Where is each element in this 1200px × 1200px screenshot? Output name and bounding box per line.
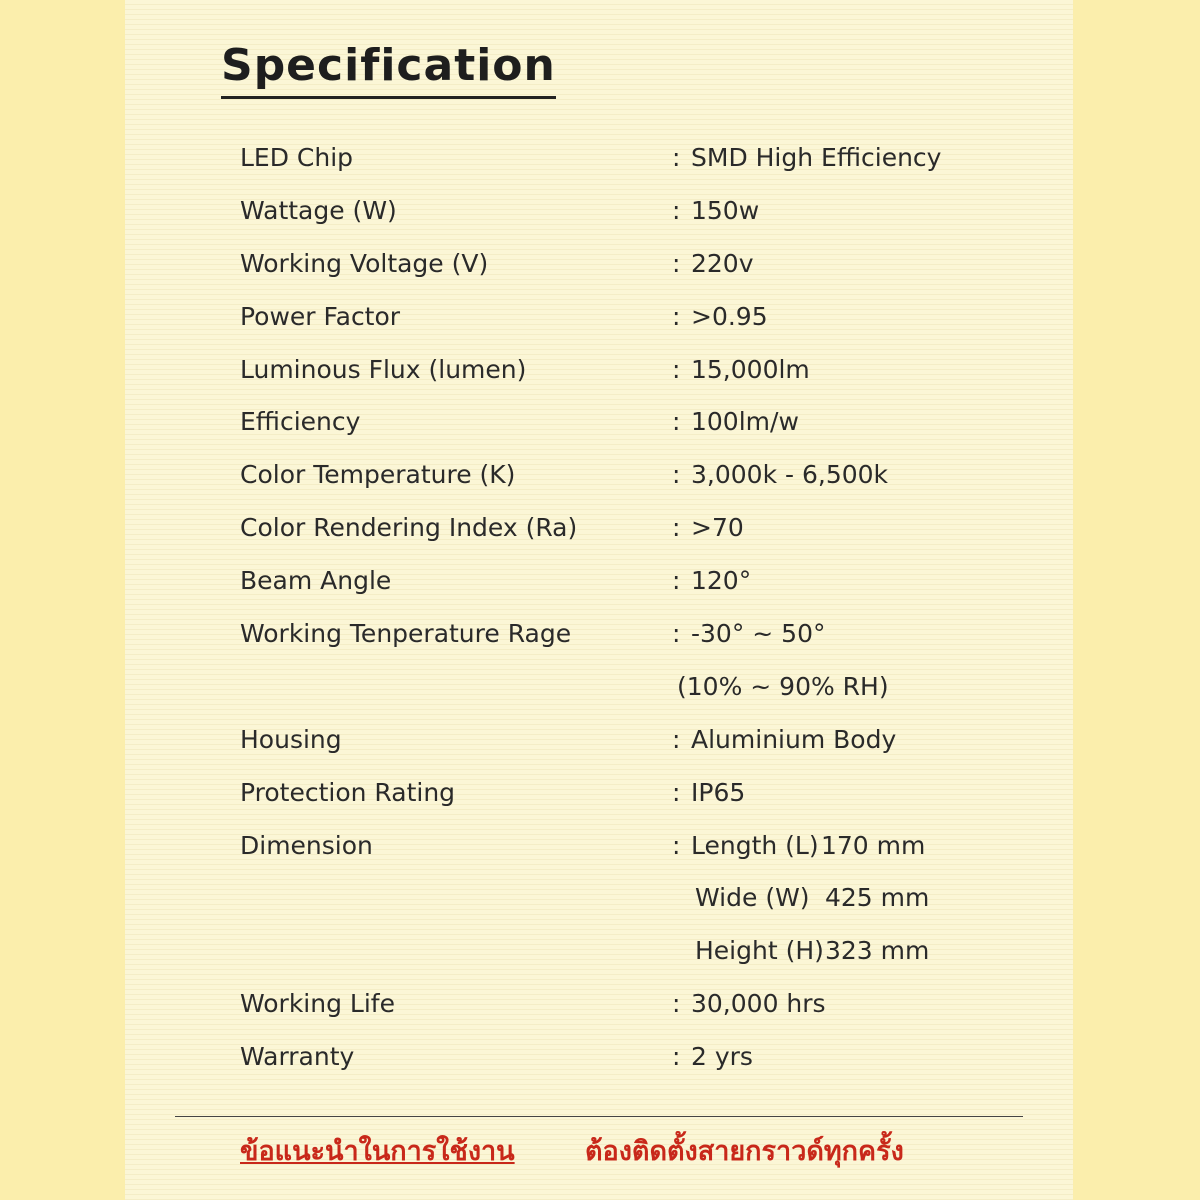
spec-label: Color Rendering Index (Ra) xyxy=(240,513,578,543)
spec-row-humidity xyxy=(240,661,1040,714)
spec-value: Aluminium Body xyxy=(691,724,897,754)
spec-row-color-temperature xyxy=(240,449,1040,502)
spec-row-working-life xyxy=(240,978,1040,1031)
spec-value: 30,000 hrs xyxy=(691,989,826,1019)
spec-row-protection-rating xyxy=(240,767,1040,820)
spec-row-cri xyxy=(240,502,1040,555)
spec-value: 120° xyxy=(691,566,752,596)
spec-separator: : xyxy=(672,566,681,596)
spec-list xyxy=(240,132,1040,1084)
spec-row-efficiency xyxy=(240,396,1040,449)
spec-value: 3,000k - 6,500k xyxy=(691,460,889,490)
spec-value: 150w xyxy=(691,195,760,225)
spec-label: Working Life xyxy=(240,989,395,1019)
spec-row-luminous-flux xyxy=(240,344,1040,397)
dimension-length-value: 170 mm xyxy=(821,830,926,860)
spec-label: Beam Angle xyxy=(240,566,392,596)
spec-separator: : xyxy=(672,301,681,331)
spec-label: Housing xyxy=(240,724,342,754)
spec-value: 100lm/w xyxy=(691,407,799,437)
footer-advice-label: ข้อแนะนำในการใช้งาน xyxy=(240,1136,515,1167)
spec-value: IP65 xyxy=(691,777,746,807)
spec-label: Dimension xyxy=(240,830,373,860)
spec-row-led-chip xyxy=(240,132,1040,185)
spec-value: >0.95 xyxy=(691,301,768,331)
spec-label: Color Temperature (K) xyxy=(240,460,516,490)
spec-separator: : xyxy=(672,460,681,490)
spec-label: LED Chip xyxy=(240,143,354,172)
spec-label: Protection Rating xyxy=(240,777,456,807)
page-title: Specification xyxy=(221,44,556,99)
footer-divider xyxy=(175,1116,1023,1117)
spec-value xyxy=(695,872,929,925)
footer-advice-text: ต้องติดตั้งสายกราวด์ทุกครั้ง xyxy=(585,1136,904,1167)
spec-label: Wattage (W) xyxy=(240,195,397,225)
spec-row-power-factor xyxy=(240,291,1040,344)
spec-sheet xyxy=(125,0,1073,1200)
spec-separator: : xyxy=(672,354,681,384)
spec-value xyxy=(695,925,929,978)
spec-row-dimension-wide xyxy=(240,872,1040,925)
dimension-length-label: Length (L) xyxy=(691,830,819,860)
spec-row-dimension-height xyxy=(240,925,1040,978)
spec-label: Working Voltage (V) xyxy=(240,248,489,278)
spec-separator: : xyxy=(672,1042,681,1072)
spec-row-dimension-length xyxy=(240,820,1040,873)
spec-value: >70 xyxy=(691,513,744,543)
spec-value: 15,000lm xyxy=(691,354,810,384)
spec-label: Working Tenperature Rage xyxy=(240,619,572,649)
spec-row-wattage xyxy=(240,185,1040,238)
spec-value: 220v xyxy=(691,248,754,278)
spec-separator: : xyxy=(672,143,681,172)
spec-separator: : xyxy=(672,989,681,1019)
spec-value-humidity: (10% ~ 90% RH) xyxy=(677,671,889,701)
spec-row-beam-angle xyxy=(240,555,1040,608)
spec-row-warranty xyxy=(240,1031,1040,1084)
spec-value: -30° ~ 50° xyxy=(691,619,826,649)
spec-separator: : xyxy=(672,830,681,860)
spec-separator: : xyxy=(672,513,681,543)
spec-separator: : xyxy=(672,195,681,225)
spec-label: Luminous Flux (lumen) xyxy=(240,354,527,384)
spec-separator: : xyxy=(672,724,681,754)
spec-value: 2 yrs xyxy=(691,1042,753,1072)
spec-value: SMD High Efficiency xyxy=(691,143,942,172)
spec-separator: : xyxy=(672,777,681,807)
spec-label: Warranty xyxy=(240,1042,355,1072)
dimension-wide-value: 425 mm xyxy=(825,883,930,913)
spec-row-housing xyxy=(240,714,1040,767)
spec-label: Efficiency xyxy=(240,407,361,437)
dimension-height-value: 323 mm xyxy=(825,936,930,966)
spec-row-working-temperature xyxy=(240,608,1040,661)
spec-value xyxy=(691,820,925,873)
spec-label: Power Factor xyxy=(240,301,401,331)
spec-separator: : xyxy=(672,619,681,649)
spec-row-voltage xyxy=(240,238,1040,291)
dimension-wide-label: Wide (W) xyxy=(695,883,810,913)
spec-separator: : xyxy=(672,248,681,278)
spec-separator: : xyxy=(672,407,681,437)
dimension-height-label: Height (H) xyxy=(695,936,824,966)
